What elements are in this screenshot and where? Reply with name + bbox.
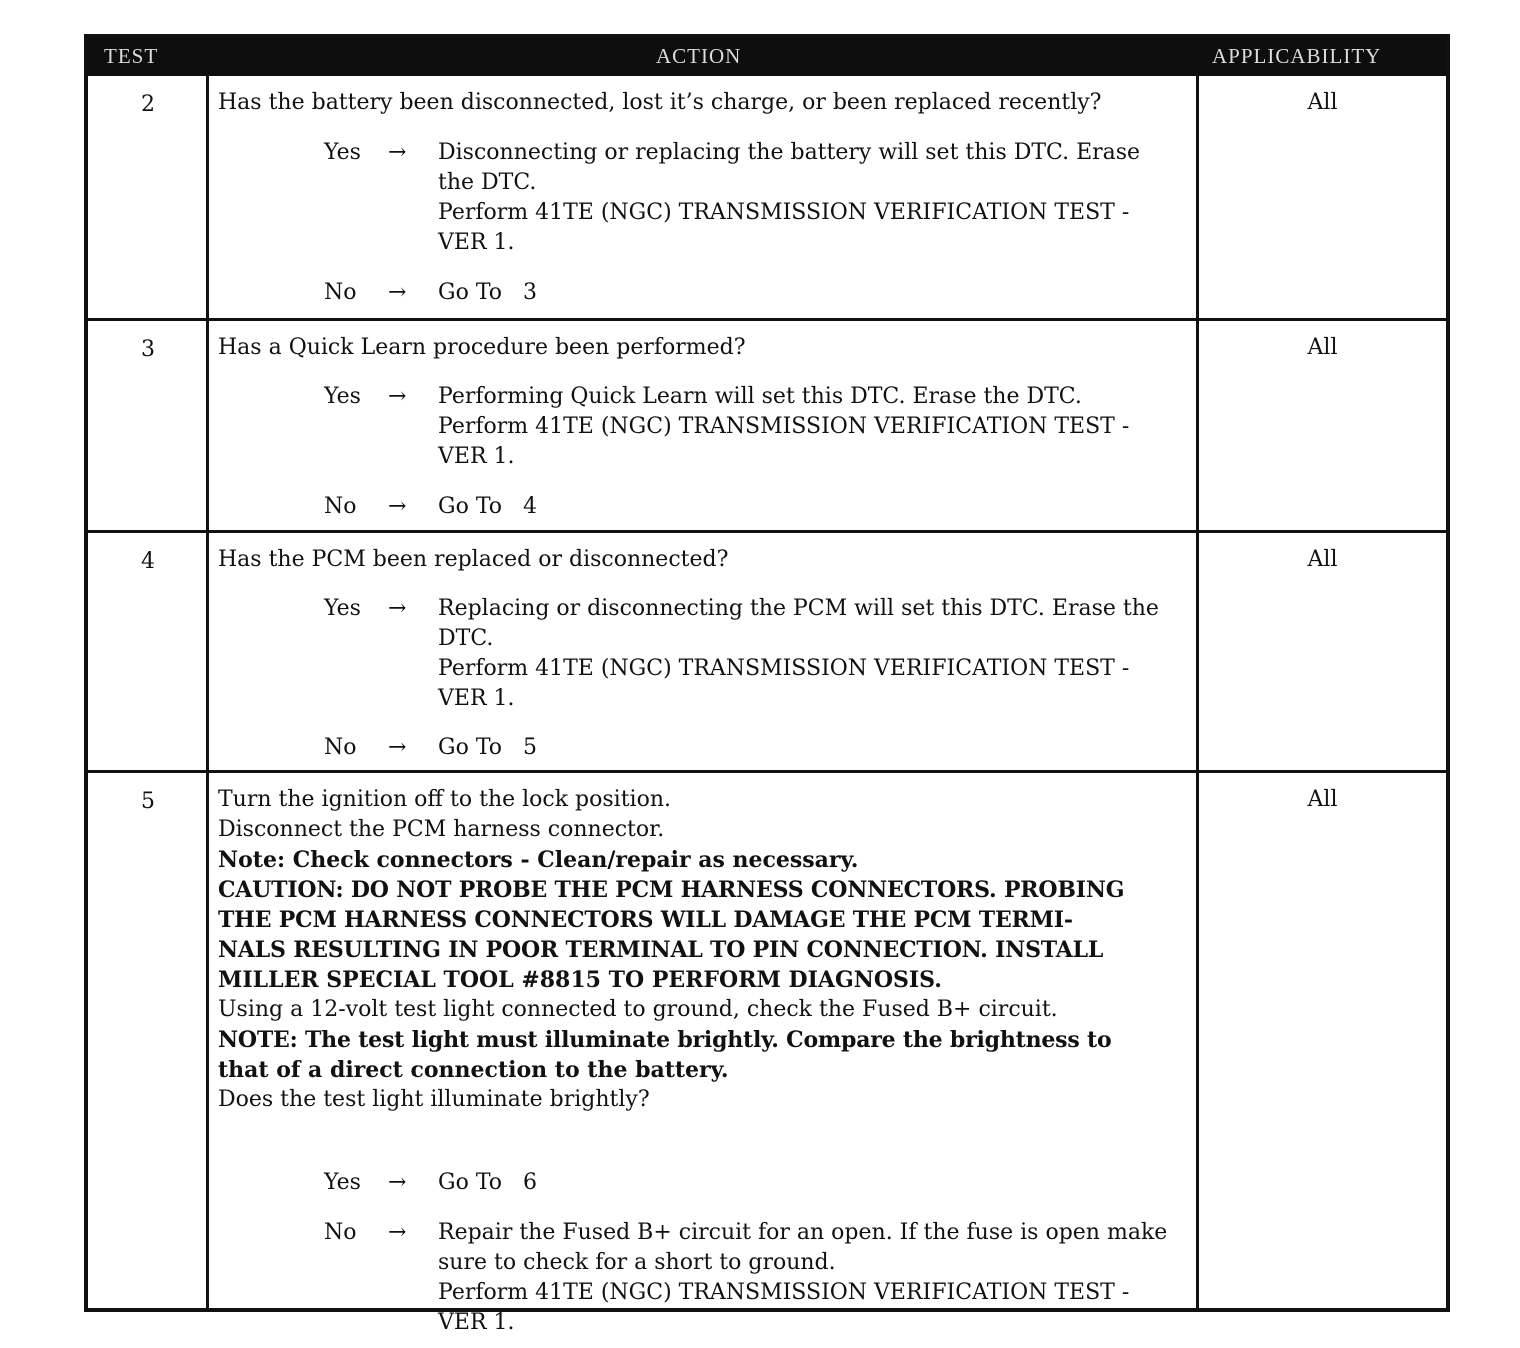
no-label: No — [324, 1220, 357, 1245]
header-test: TEST — [104, 44, 159, 68]
instruction-line: Using a 12-volt test light connected to ground, check the Fused B+ circuit. — [218, 997, 1058, 1022]
instruction-line: Disconnect the PCM harness connector. — [218, 817, 665, 842]
yes-result: Go To 6 — [438, 1170, 537, 1195]
applicability-value: All — [1307, 90, 1338, 115]
table-row — [88, 318, 1446, 530]
arrow-icon: → — [388, 596, 407, 621]
applicability-value: All — [1307, 547, 1338, 572]
no-result: Go To 3 — [438, 280, 537, 305]
action-question: Has a Quick Learn procedure been performed? — [218, 335, 746, 360]
test-number: 2 — [141, 92, 155, 117]
note-line: that of a direct connection to the battery. — [218, 1057, 729, 1083]
header-action: ACTION — [656, 44, 742, 68]
table-row — [88, 530, 1446, 770]
test-number: 4 — [141, 549, 155, 574]
note-line: Note: Check connectors - Clean/repair as necessary. — [218, 847, 859, 873]
no-label: No — [324, 494, 357, 519]
action-question: Has the PCM been replaced or disconnected? — [218, 547, 729, 572]
arrow-icon: → — [388, 1220, 407, 1245]
caution-line: CAUTION: DO NOT PROBE THE PCM HARNESS CONNECTORS. PROBING — [218, 877, 1125, 903]
question-line: Does the test light illuminate brightly? — [218, 1087, 650, 1112]
diagnostic-table — [84, 34, 1450, 1335]
yes-label: Yes — [324, 140, 361, 165]
arrow-icon: → — [388, 494, 407, 519]
action-question: Has the battery been disconnected, lost it’s charge, or been replaced recently? — [218, 90, 1102, 115]
yes-label: Yes — [324, 384, 361, 409]
test-number: 5 — [141, 789, 155, 814]
header-applicability: APPLICABILITY — [1212, 44, 1382, 68]
caution-line: MILLER SPECIAL TOOL #8815 TO PERFORM DIAGNOSIS. — [218, 967, 942, 993]
note-line: NOTE: The test light must illuminate brightly. Compare the brightness to — [218, 1027, 1112, 1053]
no-label: No — [324, 735, 357, 760]
column-divider — [206, 773, 209, 1308]
table-header — [88, 38, 1446, 76]
yes-label: Yes — [324, 1170, 361, 1195]
instruction-line: Turn the ignition off to the lock position. — [218, 787, 671, 812]
yes-label: Yes — [324, 596, 361, 621]
caution-line: THE PCM HARNESS CONNECTORS WILL DAMAGE THE PCM TERMI- — [218, 907, 1073, 933]
no-result: Go To 5 — [438, 735, 537, 760]
no-label: No — [324, 280, 357, 305]
arrow-icon: → — [388, 1170, 407, 1195]
arrow-icon: → — [388, 140, 407, 165]
no-result: Go To 4 — [438, 494, 537, 519]
arrow-icon: → — [388, 280, 407, 305]
applicability-value: All — [1307, 787, 1338, 812]
yes-result: Performing Quick Learn will set this DTC. Erase the DTC. Perform 41TE (NGC) TRANSMISSION VERIFICATION TEST - VER 1. — [438, 384, 1130, 469]
caution-line: NALS RESULTING IN POOR TERMINAL TO PIN CONNECTION. INSTALL — [218, 937, 1104, 963]
yes-result: Replacing or disconnecting the PCM will set this DTC. Erase the DTC. Perform 41TE (NGC) TRANSMISSION VERIFICATION TEST - VER 1. — [438, 596, 1159, 711]
test-number: 3 — [141, 337, 155, 362]
action-instructions — [218, 785, 1192, 1115]
arrow-icon: → — [388, 735, 407, 760]
table-row — [88, 76, 1446, 318]
yes-result: Disconnecting or replacing the battery will set this DTC. Erase the DTC. Perform 41TE (NGC) TRANSMISSION VERIFICATION TEST - VER 1. — [438, 140, 1141, 255]
table-row — [88, 770, 1446, 1335]
arrow-icon: → — [388, 384, 407, 409]
no-result: Repair the Fused B+ circuit for an open. If the fuse is open make sure to check for a short to ground. Perform 41TE (NGC) TRANSMISSION VERIFICATION TEST - VER 1. — [438, 1220, 1168, 1335]
applicability-value: All — [1307, 335, 1338, 360]
